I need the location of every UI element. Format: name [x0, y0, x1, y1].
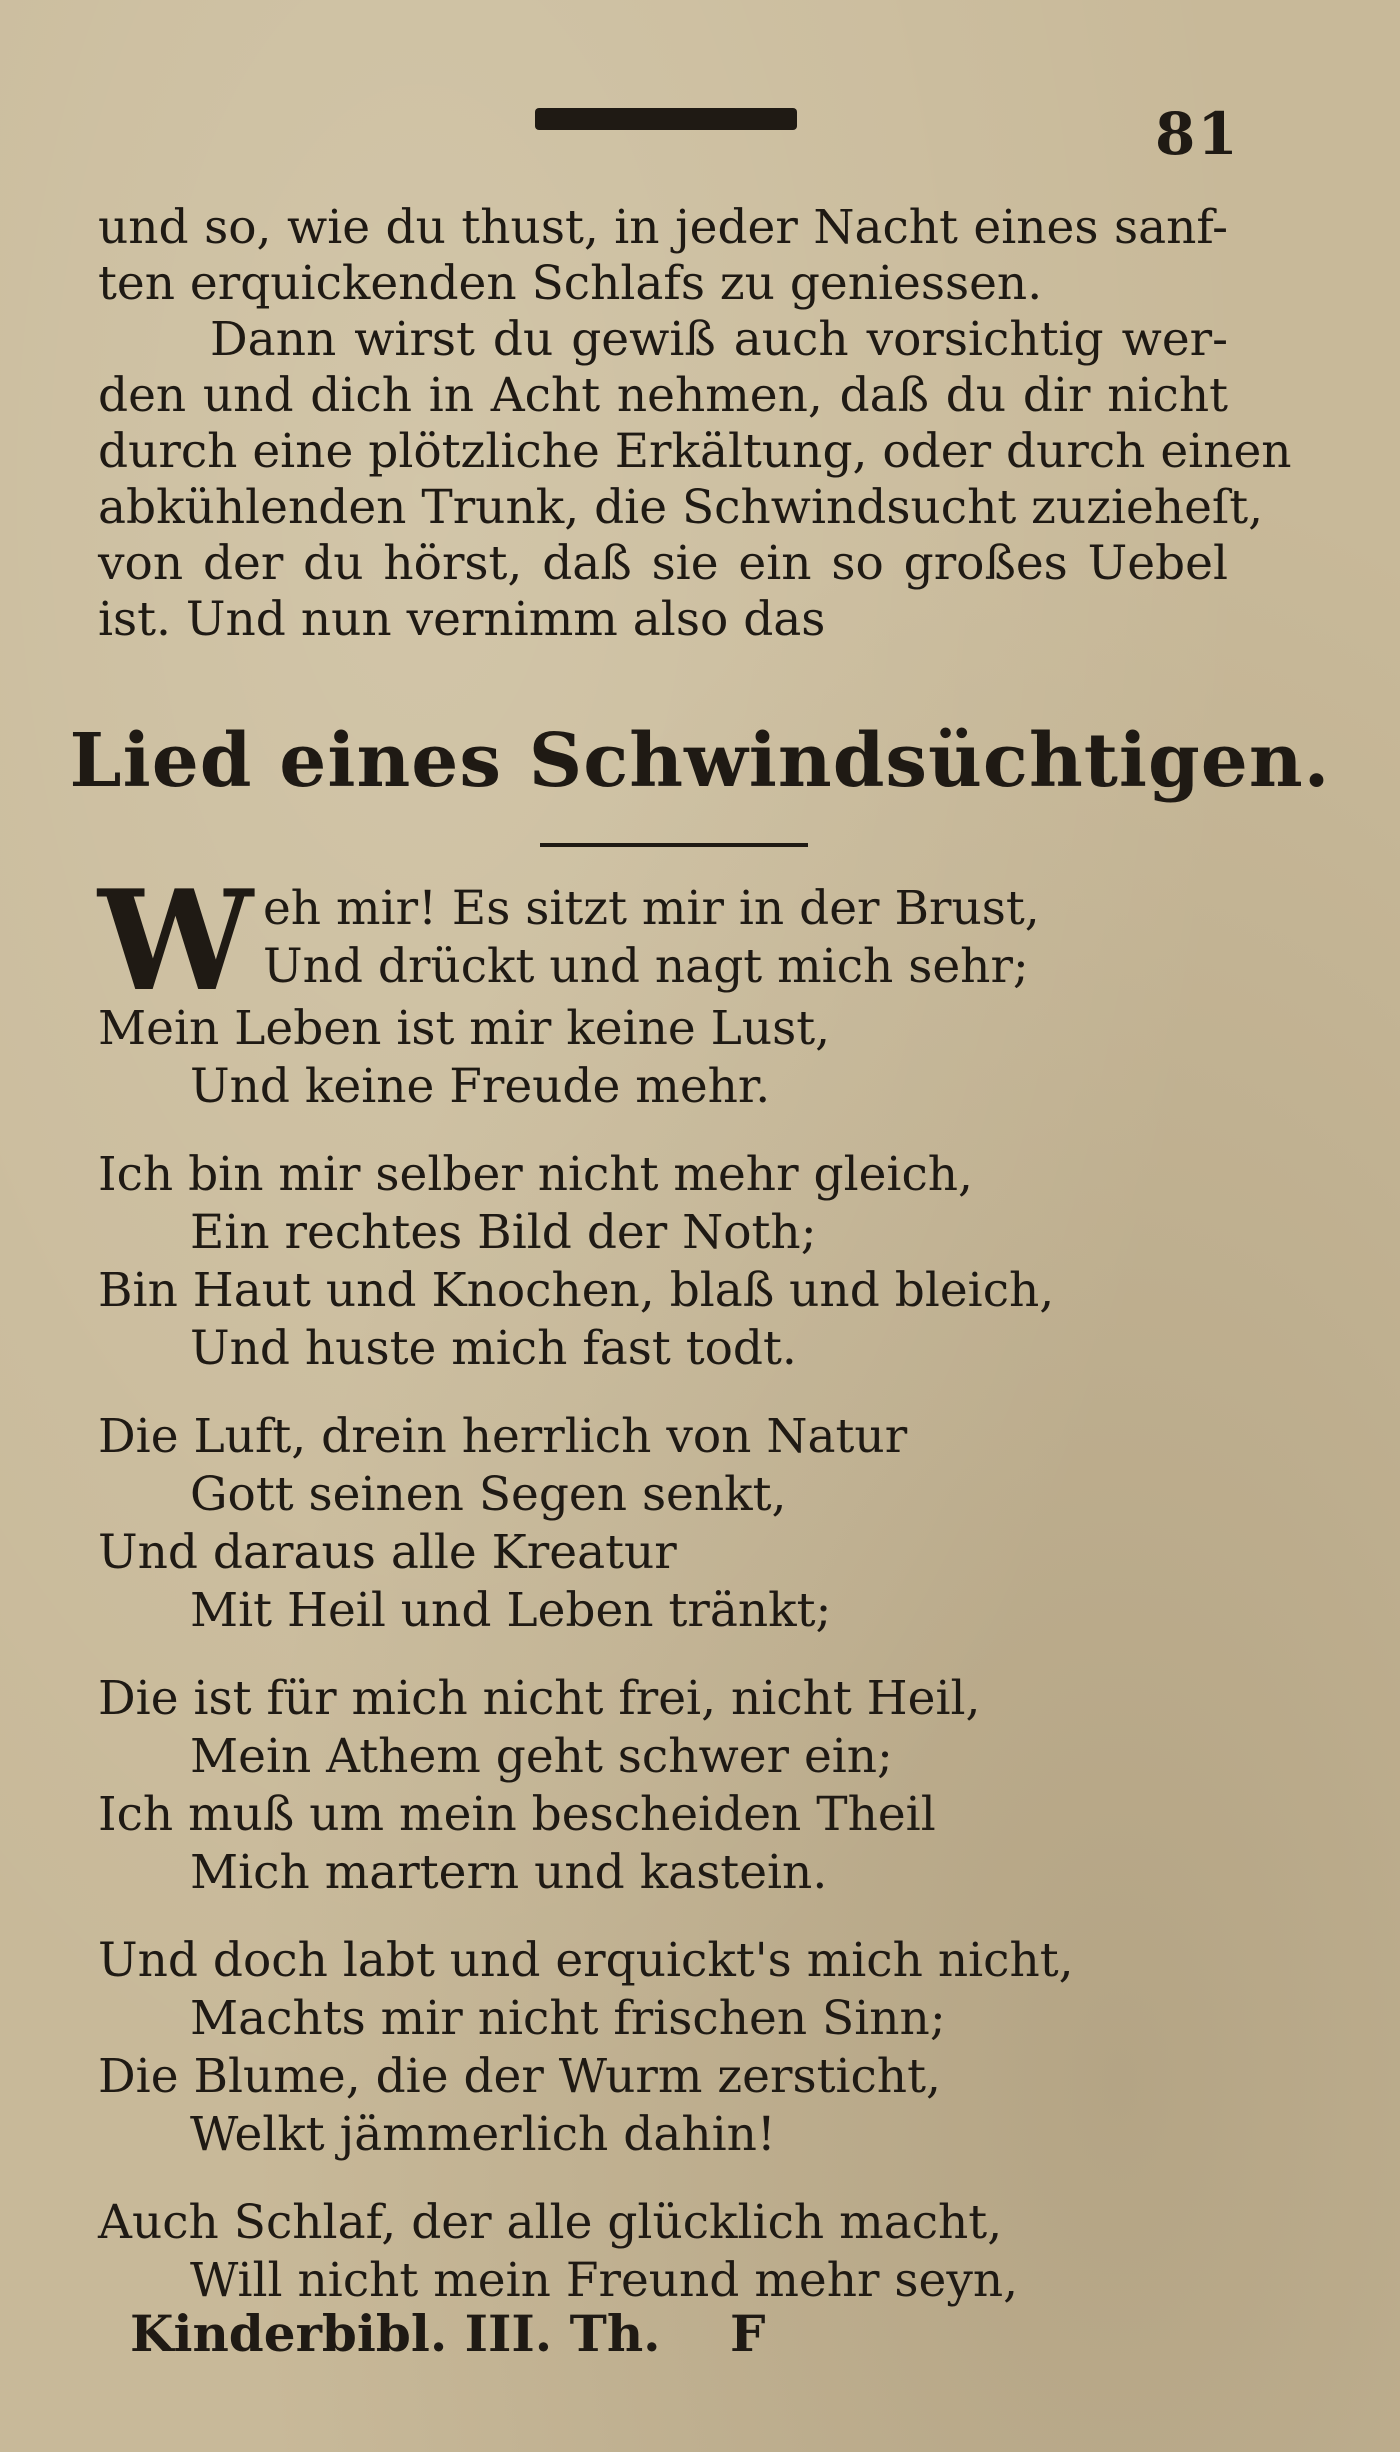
poem-line: Welkt jämmerlich dahin! — [190, 2107, 776, 2162]
poem-line: Machts mir nicht frischen Sinn; — [190, 1991, 946, 2046]
poem-line: Mein Athem geht schwer ein; — [190, 1729, 893, 1784]
poem-line: Mein Leben ist mir keine Lust, — [98, 1001, 831, 1056]
poem-line: Die ist für mich nicht frei, nicht Heil, — [98, 1671, 981, 1726]
poem-line: Gott seinen Segen senkt, — [190, 1467, 787, 1522]
header-rule — [535, 108, 797, 130]
poem-line: Und daraus alle Kreatur — [98, 1525, 677, 1580]
drop-cap: W — [98, 859, 253, 1022]
prose-line: den und dich in Acht nehmen, daß du dir nicht — [98, 368, 1228, 423]
running-title: Kinderbibl. III. Th. — [130, 2304, 661, 2363]
poem-line: Und drückt und nagt mich sehr; — [262, 939, 1029, 994]
poem-line: Ein rechtes Bild der Noth; — [190, 1205, 817, 1260]
prose-line: ten erquickenden Schlafs zu geniessen. — [98, 256, 1043, 311]
poem-line: Ich muß um mein bescheiden Theil — [98, 1787, 936, 1842]
prose-line: und so, wie du thust, in jeder Nacht eines sanf- — [98, 200, 1228, 255]
stanza — [98, 1146, 1298, 1378]
prose-line: durch eine plötzliche Erkältung, oder durch einen — [98, 424, 1292, 479]
poem-line: Auch Schlaf, der alle glücklich macht, — [98, 2195, 1003, 2250]
poem-line: Die Luft, drein herrlich von Natur — [98, 1409, 908, 1464]
poem — [98, 859, 1298, 2340]
page-number: 81 — [1155, 100, 1240, 168]
poem-line: Ich bin mir selber nicht mehr gleich, — [98, 1147, 973, 1202]
prose-line: Dann wirst du gewiß auch vorsichtig wer- — [210, 312, 1228, 367]
prose-block — [98, 200, 1292, 648]
poem-line: Bin Haut und Knochen, blaß und bleich, — [98, 1263, 1055, 1318]
stanza — [98, 1408, 1298, 1640]
prose-line: von der du hörst, daß sie ein so großes Uebel — [98, 536, 1228, 591]
prose-line: ist. Und nun vernimm also das — [98, 592, 826, 647]
poem-line: Will nicht mein Freund mehr seyn, — [190, 2253, 1019, 2308]
stanza — [98, 859, 1298, 1116]
poem-title: Lied eines Schwindsüchtigen. — [69, 718, 1331, 804]
stanza — [98, 2194, 1298, 2310]
stanza — [98, 1932, 1298, 2164]
prose-line: abkühlenden Trunk, die Schwindsucht zuzieheſt, — [98, 480, 1264, 535]
poem-line: Und huste mich fast todt. — [190, 1321, 797, 1376]
poem-line: Und keine Freude mehr. — [190, 1059, 771, 1114]
title-rule — [540, 843, 808, 847]
poem-line: Mich martern und kastein. — [190, 1845, 828, 1900]
poem-line: eh mir! Es sitzt mir in der Brust, — [262, 881, 1040, 936]
stanza — [98, 1670, 1298, 1902]
signature-mark: F — [730, 2304, 766, 2363]
poem-line: Und doch labt und erquickt's mich nicht, — [98, 1933, 1074, 1988]
poem-line: Die Blume, die der Wurm zersticht, — [98, 2049, 941, 2104]
poem-line: Mit Heil und Leben tränkt; — [190, 1583, 832, 1638]
